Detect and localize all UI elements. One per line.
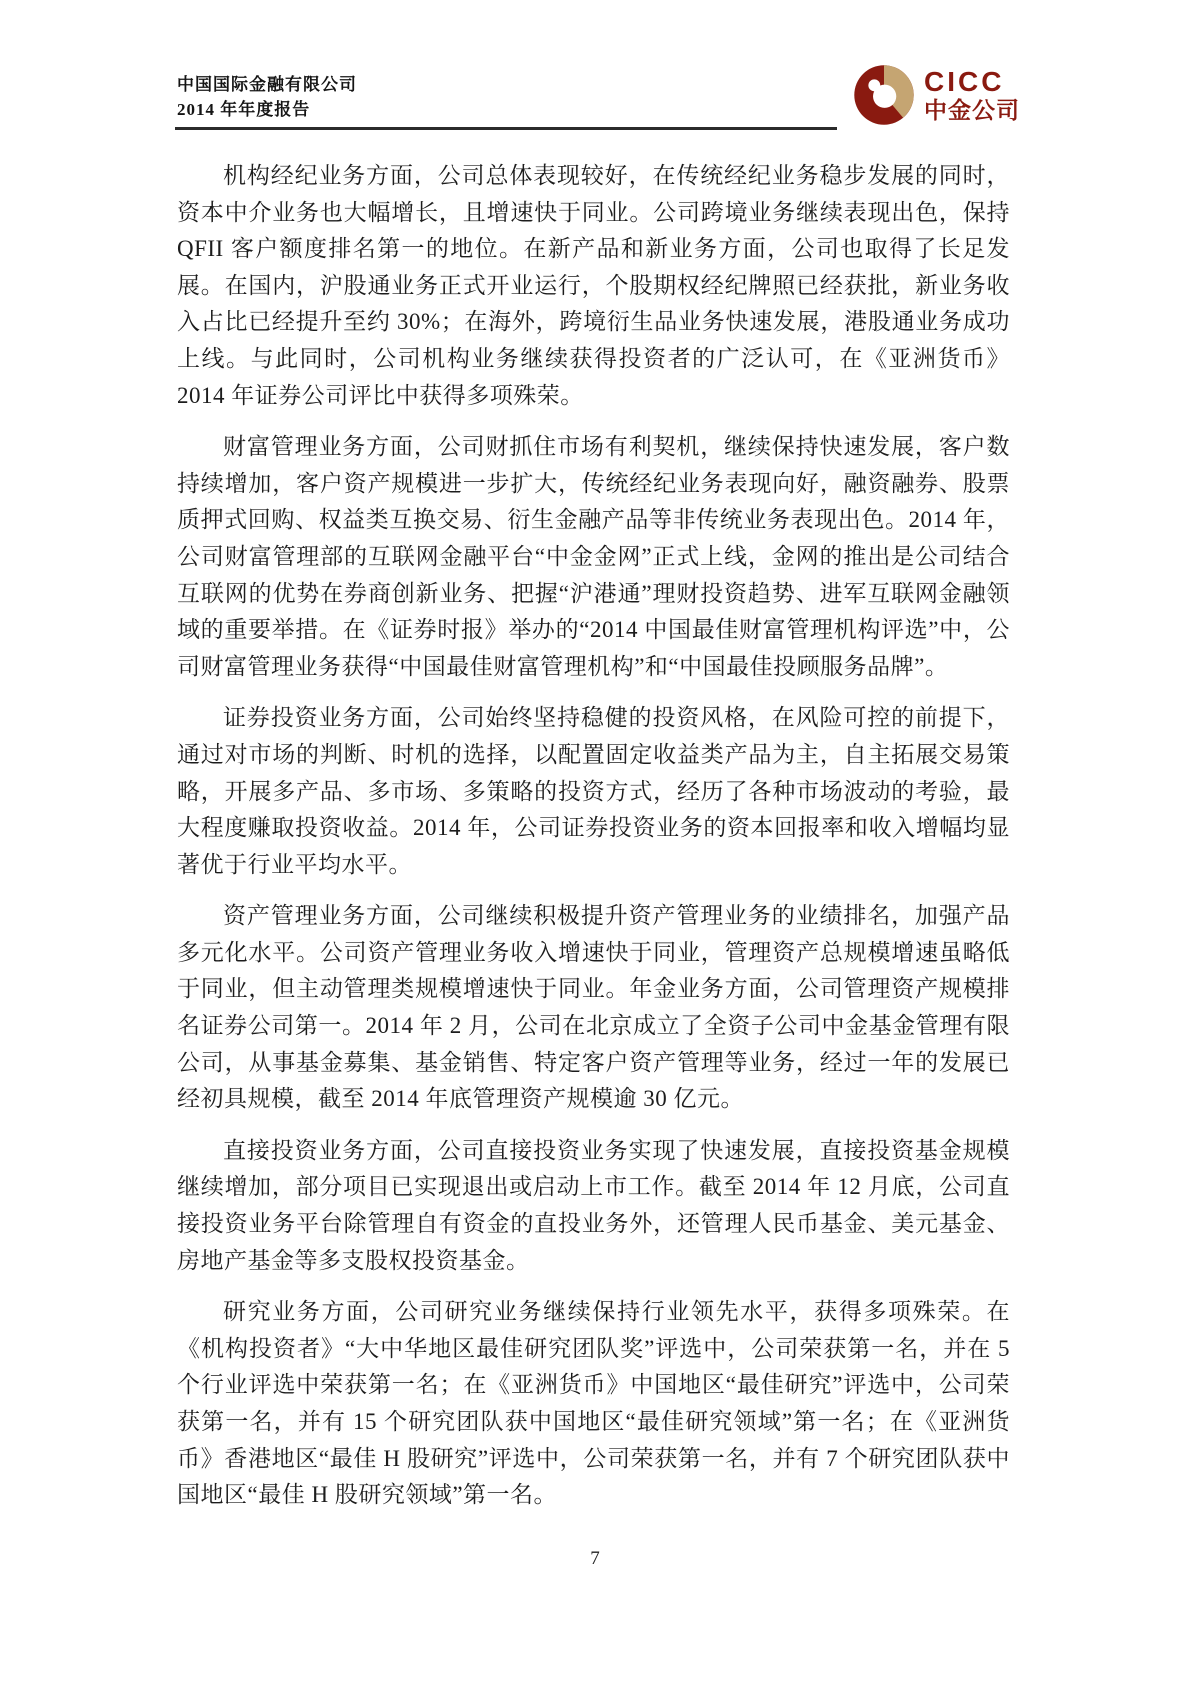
header-divider bbox=[175, 127, 837, 130]
report-title: 2014 年年度报告 bbox=[177, 100, 311, 119]
cicc-logo-mark-icon bbox=[853, 64, 915, 126]
paragraph-securities-investment: 证券投资业务方面，公司始终坚持稳健的投资风格，在风险可控的前提下，通过对市场的判断、时机的选择，以配置固定收益类产品为主，自主拓展交易策略，开展多产品、多市场、多策略的投资方式，经历了各种市场波动的考验，最大程度赚取投资收益。2014 年，公司证券投资业务的资本回报率和收入增幅均显著优于行业平均水平。 bbox=[177, 705, 1010, 877]
paragraph-research: 研究业务方面，公司研究业务继续保持行业领先水平，获得多项殊荣。在《机构投资者》“大中华地区最佳研究团队奖”评选中，公司荣获第一名，并在 5 个行业评选中荣获第一名；在《亚洲货币》中国地区“最佳研究”评选中，公司荣获第一名，并有 15 个研究团队获中国地区“最佳研究领域”第一名；在《亚洲货币》香港地区“最佳 H 股研究”评选中，公司荣获第一名，并有 7 个研究团队获中国地区“最佳 H 股研究领域”第一名。 bbox=[177, 1299, 1010, 1508]
page-number: 7 bbox=[590, 1548, 600, 1569]
cicc-logo-text bbox=[924, 68, 1020, 122]
paragraph-asset-management: 资产管理业务方面，公司继续积极提升资产管理业务的业绩排名，加强产品多元化水平。公司资产管理业务收入增速快于同业，管理资产总规模增速虽略低于同业，但主动管理类规模增速快于同业。年金业务方面，公司管理资产规模排名证券公司第一。2014 年 2 月，公司在北京成立了全资子公司中金基金管理有限公司，从事基金募集、基金销售、特定客户资产管理等业务，经过一年的发展已经初具规模，截至 2014 年底管理资产规模逾 30 亿元。 bbox=[177, 903, 1010, 1112]
page-header bbox=[177, 72, 357, 122]
logo-text-cn: 中金公司 bbox=[924, 97, 1020, 123]
cicc-logo bbox=[853, 64, 1020, 126]
paragraph-wealth-management: 财富管理业务方面，公司财抓住市场有利契机，继续保持快速发展，客户数持续增加，客户资产规模进一步扩大，传统经纪业务表现向好，融资融券、股票质押式回购、权益类互换交易、衍生金融产品等非传统业务表现出色。2014 年，公司财富管理部的互联网金融平台“中金金网”正式上线，金网的推出是公司结合互联网的优势在券商创新业务、把握“沪港通”理财投资趋势、进军互联网金融领域的重要举措。在《证券时报》举办的“2014 中国最佳财富管理机构评选”中，公司财富管理业务获得“中国最佳财富管理机构”和“中国最佳投顾服务品牌”。 bbox=[177, 434, 1010, 679]
logo-text-en: CICC bbox=[924, 66, 1005, 97]
paragraph-institutional-brokerage: 机构经纪业务方面，公司总体表现较好，在传统经纪业务稳步发展的同时，资本中介业务也大幅增长，且增速快于同业。公司跨境业务继续表现出色，保持 QFII 客户额度排名第一的地位。在新产品和新业务方面，公司也取得了长足发展。在国内，沪股通业务正式开业运行，个股期权经纪牌照已经获批，新业务收入占比已经提升至约 30%；在海外，跨境衍生品业务快速发展，港股通业务成功上线。与此同时，公司机构业务继续获得投资者的广泛认可，在《亚洲货币》2014 年证券公司评比中获得多项殊荣。 bbox=[177, 163, 1010, 408]
paragraph-direct-investment: 直接投资业务方面，公司直接投资业务实现了快速发展，直接投资基金规模继续增加，部分项目已实现退出或启动上市工作。截至 2014 年 12 月底，公司直接投资业务平台除管理自有资金的直投业务外，还管理人民币基金、美元基金、房地产基金等多支股权投资基金。 bbox=[177, 1137, 1010, 1273]
company-name: 中国国际金融有限公司 bbox=[177, 75, 357, 94]
report-body bbox=[177, 158, 1010, 1529]
